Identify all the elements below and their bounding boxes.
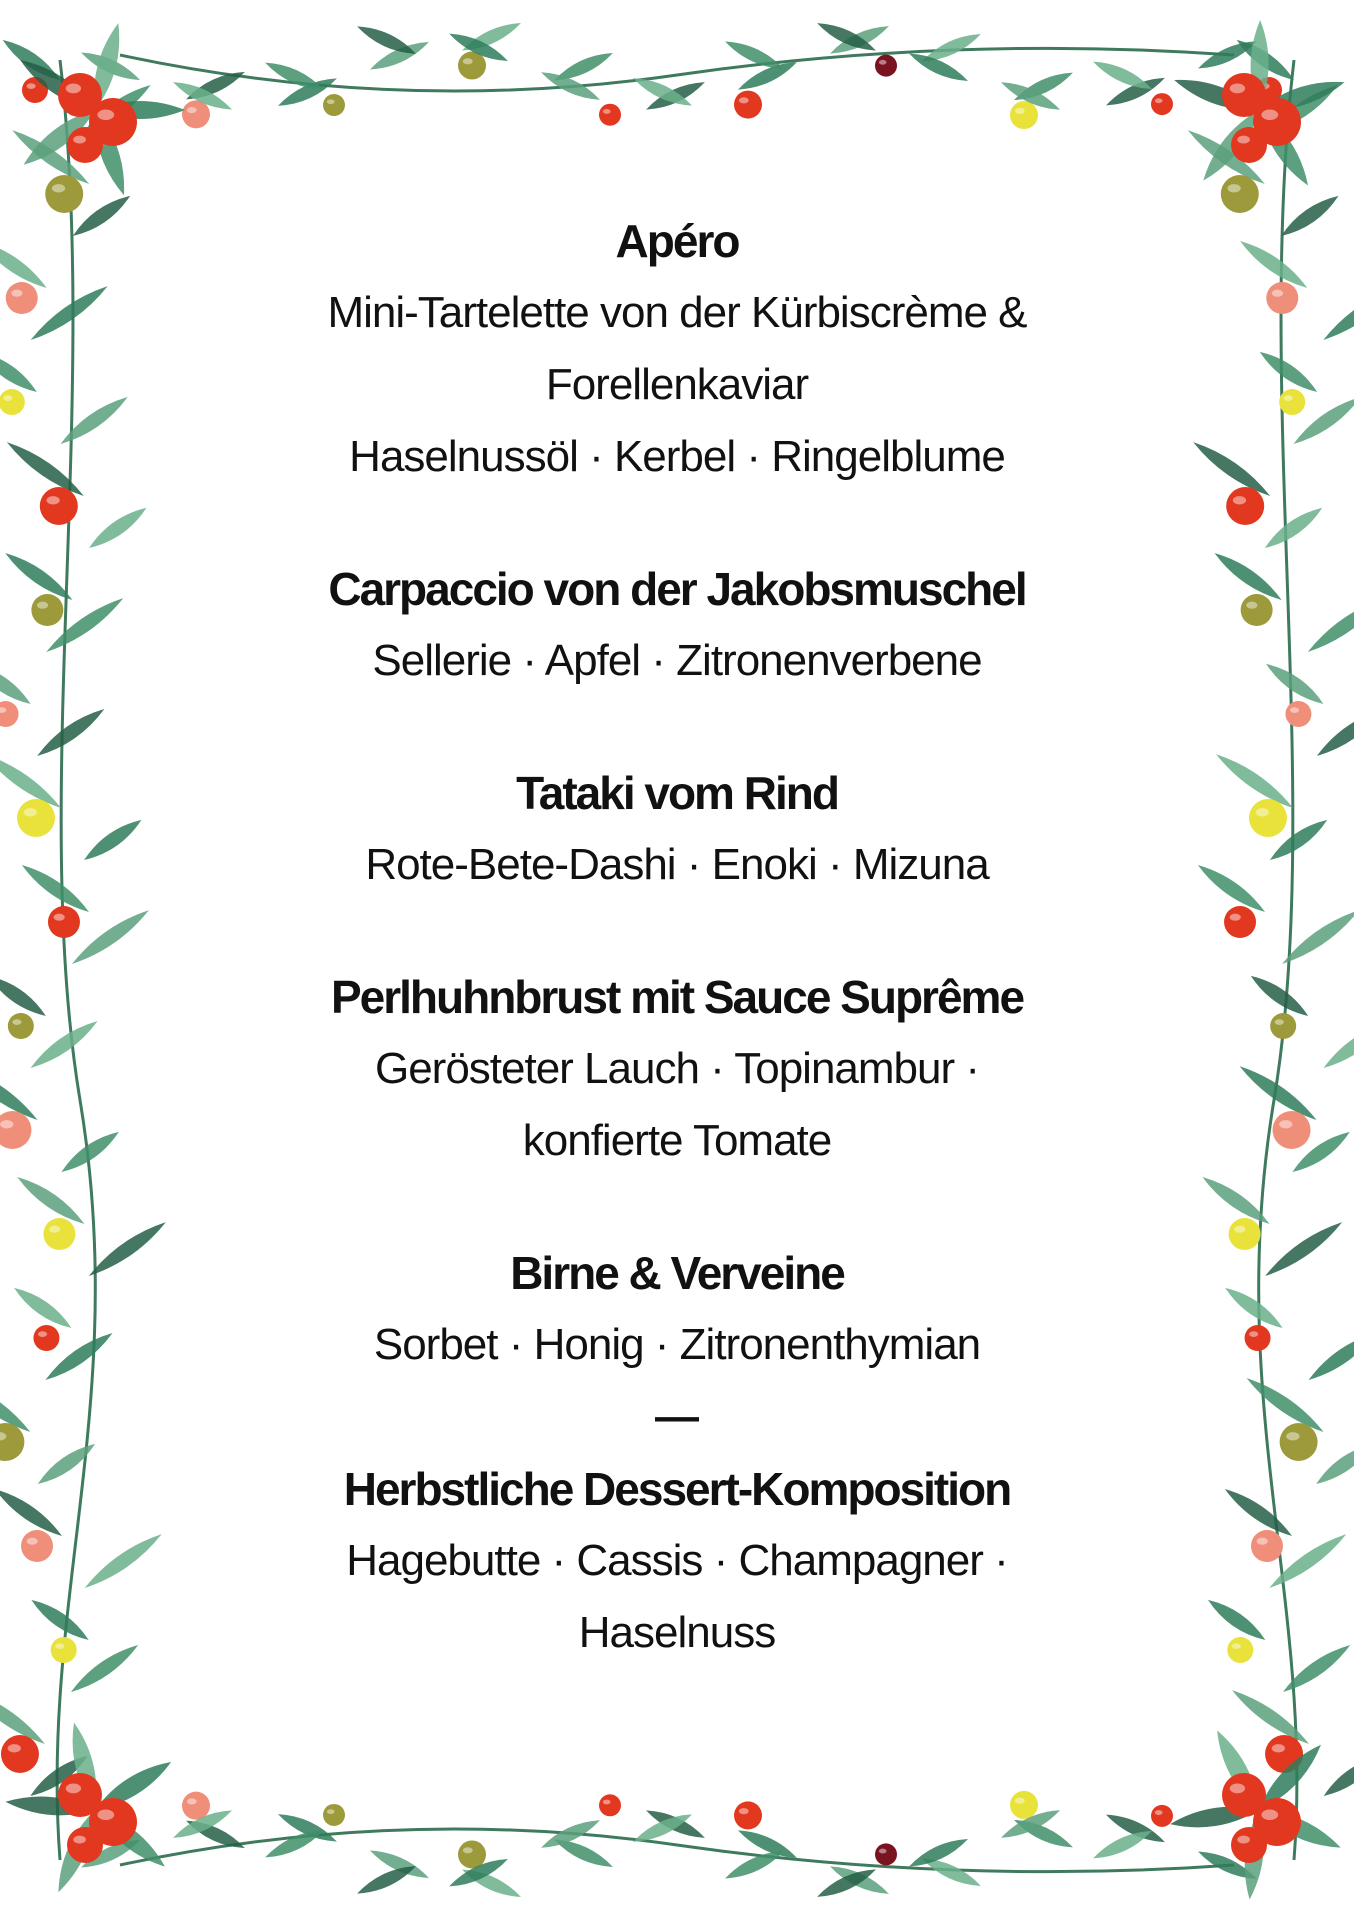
leaf-shape <box>67 1639 142 1698</box>
berry-shape <box>182 100 210 128</box>
berry-highlight <box>27 1538 38 1545</box>
berry-shape <box>1231 1827 1267 1863</box>
berry-highlight <box>1233 496 1246 504</box>
berry-highlight <box>11 290 22 297</box>
berry-shape <box>1270 1013 1296 1039</box>
course-title: Carpaccio von der Jakobsmuschel <box>328 563 1026 615</box>
berry-highlight <box>1155 1810 1163 1815</box>
berry-highlight <box>1015 1798 1025 1804</box>
leaf-shape <box>34 1438 99 1490</box>
berry-highlight <box>1230 914 1241 921</box>
berry-highlight <box>54 914 65 921</box>
leaf-shape <box>1261 1216 1346 1281</box>
course-title: Perlhuhnbrust mit Sauce Suprême <box>330 971 1024 1023</box>
leaf-shape <box>1277 190 1342 242</box>
leaf-shape <box>1304 592 1354 657</box>
course-title: Apéro <box>615 215 739 267</box>
berry-highlight <box>739 97 749 103</box>
berry-highlight <box>1155 98 1163 103</box>
berry-shape <box>599 104 621 126</box>
leaf-shape <box>1261 502 1326 554</box>
berry-highlight <box>73 1836 86 1844</box>
menu-content <box>270 205 1084 1669</box>
course-description: Sellerie · Apfel · Zitronenverbene <box>372 636 982 685</box>
berry-highlight <box>739 1808 749 1814</box>
berry-shape <box>875 1843 897 1865</box>
berry-highlight <box>463 58 473 64</box>
berry-shape <box>1229 1218 1261 1250</box>
leaf-shape <box>1320 1750 1354 1802</box>
berry-highlight <box>1275 1019 1284 1025</box>
leaf-shape <box>1228 1684 1313 1749</box>
berry-shape <box>1221 175 1259 213</box>
course-description: Hagebutte · Cassis · Champagner · <box>346 1536 1008 1585</box>
berry-highlight <box>52 184 65 192</box>
berry-highlight <box>1230 1784 1245 1794</box>
berry-highlight <box>73 136 86 144</box>
leaf-shape <box>0 346 41 398</box>
berry-highlight <box>1237 136 1250 144</box>
berry-shape <box>1280 1423 1318 1461</box>
berry-shape <box>1226 487 1264 525</box>
leaf-shape <box>33 703 108 762</box>
berry-shape <box>1010 101 1038 129</box>
berry-highlight <box>55 1643 64 1649</box>
berry-highlight <box>66 84 81 94</box>
leaf-shape <box>80 814 145 866</box>
berry-highlight <box>1232 1643 1241 1649</box>
berry-shape <box>43 1218 75 1250</box>
berry-shape <box>1285 701 1311 727</box>
berry-shape <box>1273 1111 1311 1149</box>
leaf-shape <box>1312 1438 1354 1490</box>
berry-shape <box>1231 127 1267 163</box>
berry-shape <box>875 55 897 77</box>
leaf-shape <box>81 1528 166 1593</box>
berry-highlight <box>1249 1331 1258 1337</box>
berry-highlight <box>327 1809 335 1814</box>
leaf-shape <box>1313 703 1354 762</box>
course-title: Tataki vom Rind <box>516 767 838 819</box>
berry-shape <box>45 175 83 213</box>
berry-shape <box>0 701 19 727</box>
berry-shape <box>1266 282 1298 314</box>
berry-highlight <box>27 83 36 89</box>
course-title: Herbstliche Dessert-Komposition <box>343 1463 1011 1515</box>
leaf-shape <box>85 502 150 554</box>
berry-shape <box>0 1111 31 1149</box>
berry-shape <box>0 1423 24 1461</box>
berry-highlight <box>1272 290 1283 297</box>
berry-highlight <box>1256 808 1269 816</box>
berry-highlight <box>0 1120 13 1128</box>
course-title: Birne & Verveine <box>510 1247 844 1299</box>
leaf-shape <box>1305 1327 1354 1386</box>
dessert-separator: — <box>655 1392 699 1441</box>
berry-shape <box>8 1013 34 1039</box>
berry-shape <box>1010 1791 1038 1819</box>
berry-highlight <box>879 60 887 65</box>
berry-highlight <box>8 1744 21 1752</box>
berry-highlight <box>1286 1432 1299 1440</box>
berry-shape <box>1224 906 1256 938</box>
leaf-shape <box>56 391 131 450</box>
berry-highlight <box>1227 184 1240 192</box>
berry-shape <box>1245 1325 1271 1351</box>
berry-highlight <box>1261 110 1278 121</box>
berry-shape <box>734 1801 762 1829</box>
berry-shape <box>1241 594 1273 626</box>
leaf-shape <box>85 1216 170 1281</box>
leaf-shape <box>1243 1372 1328 1437</box>
berry-shape <box>21 1530 53 1562</box>
berry-highlight <box>97 1810 114 1821</box>
course-birne <box>270 1237 1084 1381</box>
berry-shape <box>48 906 80 938</box>
berry-highlight <box>327 99 335 104</box>
course-tataki <box>270 757 1084 901</box>
berry-highlight <box>187 1798 197 1804</box>
berry-highlight <box>1230 84 1245 94</box>
berry-highlight <box>49 1226 60 1233</box>
berry-shape <box>182 1792 210 1820</box>
berry-shape <box>1151 93 1173 115</box>
leaf-shape <box>26 1015 101 1074</box>
course-apero <box>270 205 1084 493</box>
berry-highlight <box>3 395 12 401</box>
berry-shape <box>323 94 345 116</box>
leaf-shape <box>1189 436 1274 501</box>
berry-shape <box>67 127 103 163</box>
berry-shape <box>40 487 78 525</box>
berry-shape <box>323 1804 345 1826</box>
berry-highlight <box>46 496 59 504</box>
berry-highlight <box>97 110 114 121</box>
berry-shape <box>1279 389 1305 415</box>
berry-shape <box>1251 1530 1283 1562</box>
berry-highlight <box>1237 1836 1250 1844</box>
leaf-shape <box>1212 748 1297 813</box>
berry-highlight <box>24 808 37 816</box>
berry-shape <box>0 389 25 415</box>
berry-shape <box>51 1637 77 1663</box>
berry-highlight <box>12 1019 21 1025</box>
berry-highlight <box>1015 108 1025 114</box>
berry-highlight <box>1257 1538 1268 1545</box>
course-description: Haselnussöl · Kerbel · Ringelblume <box>349 432 1005 481</box>
berry-highlight <box>879 1849 887 1854</box>
berry-shape <box>734 91 762 119</box>
course-carpaccio <box>270 553 1084 697</box>
course-description: Gerösteter Lauch · Topinambur · <box>374 1044 980 1093</box>
berry-shape <box>31 594 63 626</box>
course-perlhuhn <box>270 961 1084 1177</box>
berry-highlight <box>1290 707 1299 713</box>
course-description: Haselnuss <box>578 1608 776 1657</box>
course-description: Mini-Tartelette von der Kürbiscrème & <box>327 288 1027 337</box>
berry-highlight <box>1279 1120 1292 1128</box>
leaf-shape <box>27 280 112 345</box>
leaf-shape <box>3 436 88 501</box>
course-description: konfierte Tomate <box>522 1116 832 1165</box>
berry-shape <box>1151 1805 1173 1827</box>
berry-highlight <box>1272 1744 1285 1752</box>
berry-highlight <box>38 1331 47 1337</box>
course-description: Sorbet · Honig · Zitronenthymian <box>373 1320 981 1369</box>
leaf-shape <box>68 904 153 969</box>
berry-shape <box>67 1827 103 1863</box>
berry-highlight <box>1246 602 1257 609</box>
berry-highlight <box>603 109 611 114</box>
leaf-shape <box>1320 1015 1354 1074</box>
berry-shape <box>599 1794 621 1816</box>
berry-shape <box>1227 1637 1253 1663</box>
berry-highlight <box>187 107 197 113</box>
course-description: Rote-Bete-Dashi · Enoki · Mizuna <box>365 840 989 889</box>
berry-shape <box>33 1325 59 1351</box>
berry-shape <box>17 799 55 837</box>
berry-shape <box>1249 799 1287 837</box>
berry-highlight <box>66 1784 81 1794</box>
berry-highlight <box>463 1847 473 1853</box>
berry-highlight <box>1234 1226 1245 1233</box>
course-dessert <box>270 1453 1084 1669</box>
berry-shape <box>1 1735 39 1773</box>
berry-highlight <box>1284 395 1293 401</box>
leaf-shape <box>1319 280 1354 345</box>
course-description: Forellenkaviar <box>545 360 809 409</box>
berry-highlight <box>1261 1810 1278 1821</box>
berry-highlight <box>603 1800 611 1805</box>
berry-shape <box>6 282 38 314</box>
berry-highlight <box>37 602 48 609</box>
